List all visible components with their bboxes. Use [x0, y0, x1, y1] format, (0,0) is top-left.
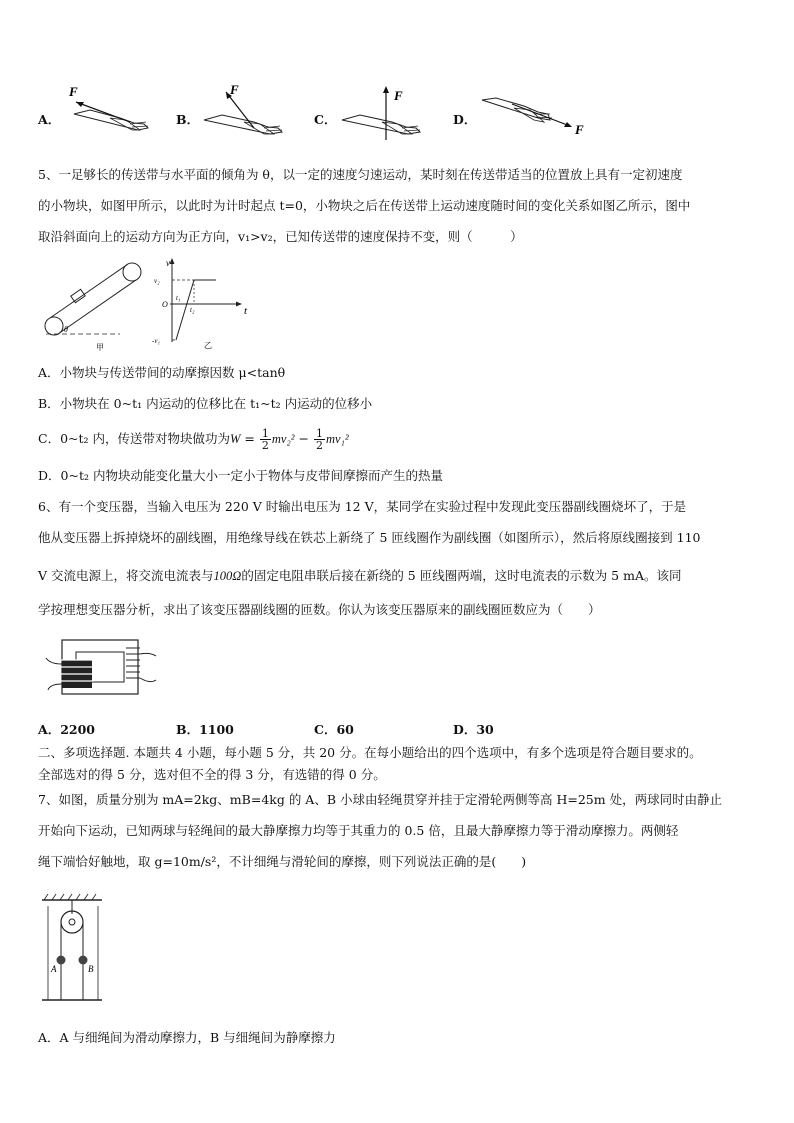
q7-option-a: A．A 与细绳间为滑动摩擦力，B 与细绳间为静摩擦力: [38, 1030, 336, 1045]
q5-option-d: D．0~t₂ 内物块动能变化量大小一定小于物体与皮带间摩擦而产生的热量: [38, 468, 443, 483]
airplane-icon: [204, 115, 282, 134]
q6-stem-line2: 他从变压器上拆掉烧坏的副线圈，用绝缘导线在铁芯上新绕了 5 匝线圈作为副线圈（如图所示），然后将原线圈接到 110: [38, 530, 701, 545]
q5-stem-line1: 5、一足够长的传送带与水平面的倾角为 θ，以一定的速度匀速运动，某时刻在传送带适当的位置放上具有一定初速度: [38, 167, 683, 182]
q5-figure-vt-graph: [140, 254, 260, 354]
q4-option-c-label: C．: [314, 112, 337, 127]
q6-option-b: B．1100: [176, 722, 234, 737]
t1-label: t₁: [176, 294, 181, 302]
q6-stem-line1: 6、有一个变压器，当输入电压为 220 V 时输出电压为 12 V，某同学在实验过程中发现此变压器副线圈烧坏了，于是: [38, 499, 687, 514]
neg-v1-label: -v₁: [152, 337, 160, 345]
q5-option-c-prefix: C．0~t₂ 内，传送带对物块做功为: [38, 431, 230, 446]
q6-stem-line4: 学按理想变压器分析，求出了该变压器副线圈的匝数。你认为该变压器原来的副线圈匝数应为（ ）: [38, 602, 601, 617]
t2-label: t₂: [190, 306, 195, 314]
q6-line3-part-b: 的固定电阻串联后接在新绕的 5 匝线圈两端，这时电流表的示数为 5 mA。该同: [241, 568, 682, 583]
q7-stem-line1: 7、如图，质量分别为 mA=2kg、mB=4kg 的 A、B 小球由轻绳贯穿并挂于定滑轮两侧等高 H=25m 处，两球同时由静止: [38, 792, 723, 807]
q5-figure-conveyor: [40, 254, 150, 354]
q5-option-b: B．小物块在 0~t₁ 内运动的位移比在 t₁~t₂ 内运动的位移小: [38, 396, 373, 411]
q5-option-c: C．0~t₂ 内，传送带对物块做功为W = $\frac{1}{2}$ mv₂² − $\frac{1}{2}$ mv₁²: [38, 427, 349, 452]
theta-label: θ: [64, 325, 68, 334]
fraction-half: $\frac{1}{2}$: [315, 427, 323, 452]
force-label: F: [394, 88, 403, 103]
q6-stem-line3: [38, 569, 682, 583]
q5-option-c-term1: mv₂²: [271, 432, 295, 446]
force-label: F: [575, 122, 584, 137]
q4-figure-c: [336, 82, 428, 152]
origin-label: O: [162, 300, 168, 309]
axis-t-label: t: [244, 305, 248, 317]
fig-yi-label: 乙: [204, 341, 212, 350]
airplane-icon: [342, 115, 420, 134]
q6-figure-transformer: [42, 634, 160, 698]
q7-stem-line2: 开始向下运动，已知两球与轻绳间的最大静摩擦力均等于其重力的 0.5 倍，且最大静摩擦力等于滑动摩擦力。两侧轻: [38, 823, 679, 838]
q5-option-c-lhs: W: [230, 432, 241, 446]
q4-figure-b: [198, 82, 290, 142]
q4-figure-d: [476, 92, 588, 142]
axis-v-label: v: [166, 258, 170, 268]
v2-label: v₂: [154, 277, 160, 285]
fig-jia-label: 甲: [96, 343, 104, 352]
q6-line3-part-a: V 交流电源上，将交流电流表与: [38, 568, 214, 583]
q6-resistor-value: 100Ω: [213, 569, 242, 583]
section2-heading-line2: 全部选对的得 5 分，选对但不全的得 3 分，有选错的得 0 分。: [38, 767, 386, 782]
force-label: F: [230, 82, 239, 97]
q5-stem-line3: 取沿斜面向上的运动方向为正方向，v₁>v₂，已知传送带的速度保持不变，则（ ）: [38, 229, 523, 244]
q4-option-b-label: B．: [176, 112, 200, 127]
airplane-icon: [74, 110, 148, 130]
q5-stem-line2: 的小物块，如图甲所示，以此时为计时起点 t=0，小物块之后在传送带上运动速度随时间的变化关系如图乙所示，图中: [38, 198, 691, 213]
q7-stem-line3: 绳下端恰好触地，取 g=10m/s²，不计细绳与滑轮间的摩擦，则下列说法正确的是( ): [38, 854, 527, 869]
q7-figure-pulley: [40, 892, 110, 1010]
fraction-half: $\frac{1}{2}$: [261, 427, 269, 452]
q6-option-c: C．60: [314, 722, 354, 737]
q5-option-c-term2: mv₁²: [325, 432, 349, 446]
ball-b-label: B: [88, 964, 94, 974]
force-label: F: [69, 84, 78, 99]
ball-a-label: A: [51, 964, 57, 974]
airplane-icon: [482, 98, 552, 122]
q6-option-a: A．2200: [38, 722, 95, 737]
q5-option-a: A．小物块与传送带间的动摩擦因数 μ<tanθ: [38, 365, 286, 380]
q4-option-a-label: A．: [38, 112, 61, 127]
section2-heading-line1: 二、多项选择题. 本题共 4 小题，每小题 5 分，共 20 分。在每小题给出的四个选项中，有多个选项是符合题目要求的。: [38, 745, 702, 760]
q4-option-d-label: D．: [453, 112, 477, 127]
q6-option-d: D．30: [453, 722, 494, 737]
q4-figure-a: [60, 82, 152, 142]
